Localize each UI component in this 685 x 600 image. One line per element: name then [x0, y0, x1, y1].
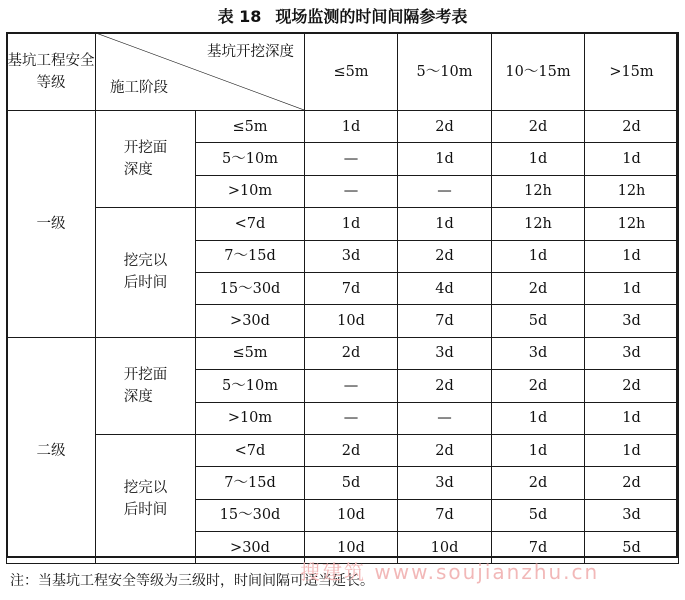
condition-cell: >30d	[196, 305, 305, 337]
interval-value-cell: 3d	[492, 337, 585, 369]
interval-value-cell: 3d	[398, 337, 492, 369]
depth-col-header: >15m	[585, 33, 679, 111]
interval-value-cell: 2d	[305, 337, 398, 369]
interval-value-cell: 3d	[585, 499, 679, 531]
interval-value-cell: —	[305, 370, 398, 402]
safety-grade-cell: 一级	[7, 111, 96, 338]
condition-cell: >10m	[196, 175, 305, 207]
interval-value-cell: 2d	[398, 434, 492, 466]
condition-cell: >10m	[196, 402, 305, 434]
table-outer-border	[6, 32, 678, 558]
interval-value-cell: 12h	[585, 208, 679, 240]
interval-value-cell: 2d	[398, 370, 492, 402]
interval-value-cell: 12h	[492, 208, 585, 240]
depth-col-header: ≤5m	[305, 33, 398, 111]
table-number: 表 18	[217, 7, 262, 26]
interval-value-cell: 12h	[585, 175, 679, 207]
interval-value-cell: 2d	[585, 370, 679, 402]
interval-value-cell: 3d	[585, 337, 679, 369]
interval-value-cell: 1d	[492, 143, 585, 175]
interval-value-cell: 1d	[398, 208, 492, 240]
interval-value-cell: 1d	[585, 434, 679, 466]
interval-value-cell: 5d	[492, 499, 585, 531]
interval-value-cell: 2d	[585, 111, 679, 143]
interval-value-cell: 12h	[492, 175, 585, 207]
interval-value-cell: 5d	[492, 305, 585, 337]
depth-col-header: 10～15m	[492, 33, 585, 111]
safety-grade-header: 基坑工程安全等级	[7, 33, 96, 111]
interval-value-cell: 7d	[492, 532, 585, 564]
condition-cell: <7d	[196, 208, 305, 240]
interval-value-cell: 5d	[305, 467, 398, 499]
condition-cell: 15～30d	[196, 272, 305, 304]
table-caption: 现场监测的时间间隔参考表	[275, 7, 468, 26]
interval-value-cell: 1d	[492, 402, 585, 434]
condition-cell: 7～15d	[196, 240, 305, 272]
table-title	[0, 6, 685, 28]
stage-label: 挖完以后时间	[123, 480, 168, 519]
safety-grade-cell: 二级	[7, 337, 96, 564]
condition-cell: 7～15d	[196, 467, 305, 499]
interval-value-cell: 10d	[305, 305, 398, 337]
interval-value-cell: 2d	[492, 370, 585, 402]
interval-value-cell: 1d	[585, 402, 679, 434]
interval-value-cell: 7d	[305, 272, 398, 304]
interval-value-cell: 1d	[398, 143, 492, 175]
interval-value-cell: 1d	[305, 208, 398, 240]
interval-value-cell: 2d	[398, 111, 492, 143]
interval-value-cell: 7d	[398, 305, 492, 337]
interval-value-cell: —	[398, 175, 492, 207]
table-note: 注：当基坑工程安全等级为三级时，时间间隔可适当延长。	[10, 573, 374, 589]
interval-value-cell: 10d	[305, 499, 398, 531]
interval-value-cell: 1d	[585, 143, 679, 175]
interval-value-cell: 2d	[492, 111, 585, 143]
condition-cell: ≤5m	[196, 111, 305, 143]
interval-value-cell: 5d	[585, 532, 679, 564]
stage-label: 开挖面深度	[123, 140, 168, 179]
interval-value-cell: 2d	[492, 272, 585, 304]
condition-cell: 15～30d	[196, 499, 305, 531]
interval-value-cell: 3d	[398, 467, 492, 499]
excavation-depth-header: 基坑开挖深度	[207, 44, 294, 60]
interval-value-cell: 2d	[398, 240, 492, 272]
interval-value-cell: 1d	[305, 111, 398, 143]
interval-value-cell: 2d	[492, 467, 585, 499]
interval-value-cell: —	[305, 143, 398, 175]
watermark: 搜建筑 www.soujianzhu.cn	[300, 560, 600, 584]
interval-value-cell: —	[398, 402, 492, 434]
stage-label: 挖完以后时间	[123, 253, 168, 292]
interval-value-cell: 4d	[398, 272, 492, 304]
interval-value-cell: 1d	[585, 240, 679, 272]
condition-cell: 5～10m	[196, 143, 305, 175]
stage-label: 开挖面深度	[123, 366, 168, 405]
interval-value-cell: 2d	[585, 467, 679, 499]
condition-cell: 5～10m	[196, 370, 305, 402]
interval-value-cell: 1d	[492, 434, 585, 466]
depth-col-header: 5～10m	[398, 33, 492, 111]
interval-value-cell: 7d	[398, 499, 492, 531]
condition-cell: <7d	[196, 434, 305, 466]
interval-value-cell: 1d	[585, 272, 679, 304]
interval-value-cell: —	[305, 402, 398, 434]
condition-cell: ≤5m	[196, 337, 305, 369]
interval-value-cell: 1d	[492, 240, 585, 272]
interval-value-cell: 10d	[305, 532, 398, 564]
condition-cell: >30d	[196, 532, 305, 564]
interval-value-cell: 2d	[305, 434, 398, 466]
interval-value-cell: —	[305, 175, 398, 207]
interval-value-cell: 3d	[305, 240, 398, 272]
construction-stage-header: 施工阶段	[110, 80, 168, 96]
interval-value-cell: 10d	[398, 532, 492, 564]
interval-value-cell: 3d	[585, 305, 679, 337]
